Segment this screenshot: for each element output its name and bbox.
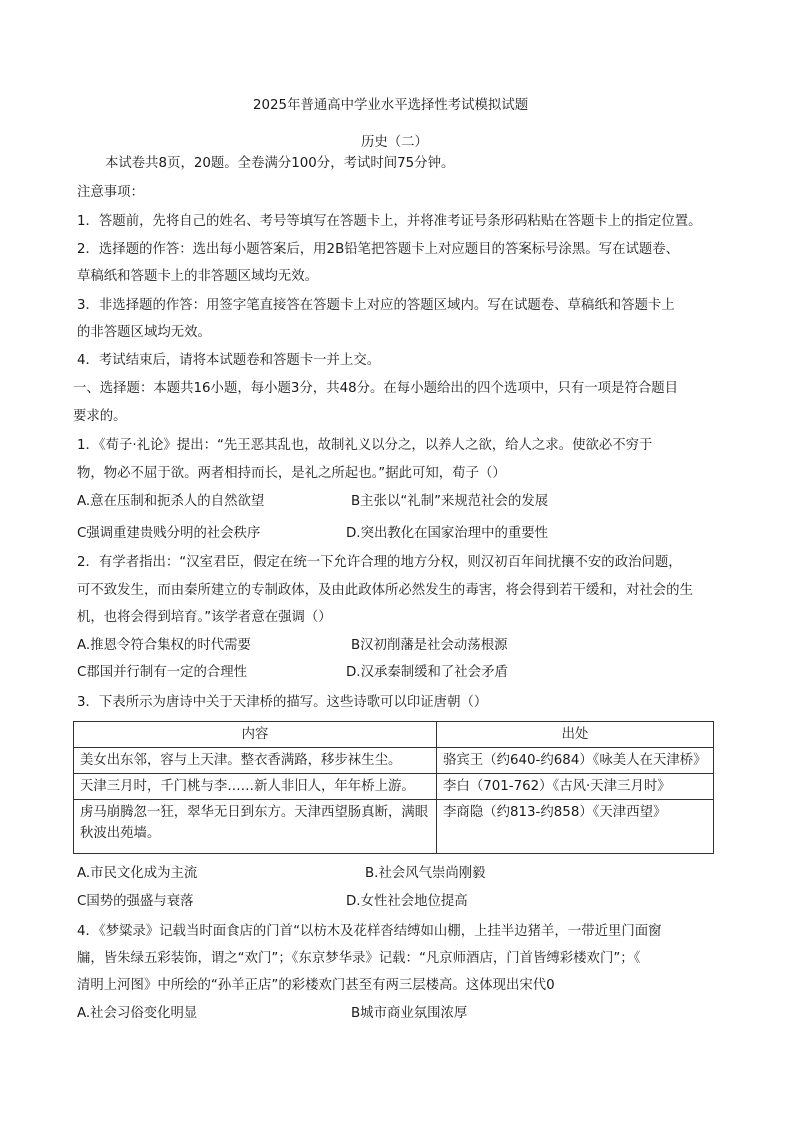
exam-title: 2025年普通高中学业水平选择性考试模拟试题 xyxy=(253,98,529,113)
q1-option-c: C强调重建贵贱分明的社会秩序 xyxy=(77,526,261,541)
q2-option-b: B汉初削藩是社会动荡根源 xyxy=(351,638,508,653)
q2-stem-cont: 可不致发生，而由秦所建立的专制政体，及由此政体所必然发生的毒害，将会得到若干缓和，对社会的生 xyxy=(77,583,693,598)
q4-stem-cont: 清明上河图》中所绘的“孙羊正店”的彩楼欢门甚至有两三层楼高。这体现出宋代0 xyxy=(77,978,555,993)
q3-stem: 3．下表所示为唐诗中关于天津桥的描写。这些诗歌可以印证唐朝（） xyxy=(77,695,488,710)
notice-item: 3．非选择题的作答：用签字笔直接答在答题卡上对应的答题区域内。写在试题卷、草稿纸和答题卡上 xyxy=(77,298,675,313)
notice-item: 4．考试结束后，请将本试题卷和答题卡一并上交。 xyxy=(77,353,381,368)
notice-item: 2．选择题的作答：选出每小题答案后，用2B铅笔把答题卡上对应题目的答案标号涂黑。写在试题卷、 xyxy=(77,242,680,257)
notice-heading: 注意事项： xyxy=(77,185,144,200)
q1-stem-cont: 物，物必不屈于欲。两者相持而长，是礼之所起也。”据此可知，荀子（） xyxy=(77,466,506,481)
q3-option-d: D.女性社会地位提高 xyxy=(346,894,468,909)
q3-option-c: C国势的强盛与衰落 xyxy=(77,894,194,909)
notice-item: 的非答题区域均无效。 xyxy=(77,325,211,340)
section-heading-cont: 要求的。 xyxy=(73,409,127,424)
q3-option-b: B.社会风气崇尚刚毅 xyxy=(365,866,486,881)
column-header-source: 出处 xyxy=(437,722,714,748)
table-header-row xyxy=(74,722,714,748)
q4-stem: 4．《梦粱录》记载当时面食店的门首“以枋木及花样沓结缚如山棚，上挂半边猪羊，一带近里门面窗 xyxy=(77,924,662,939)
exam-info: 本试卷共8页，20题。全卷满分100分，考试时间75分钟。 xyxy=(105,156,455,171)
q1-option-a: A.意在压制和扼杀人的自然欲望 xyxy=(77,494,265,509)
table-cell-source: 李商隐（约813-约858）《天津西望》 xyxy=(437,800,714,854)
table-row xyxy=(74,800,714,854)
table-cell-content: 虏马崩腾忽一狂，翠华无日到东方。天津西望肠真断，满眼秋波出苑墙。 xyxy=(74,800,437,854)
section-heading: 一、选择题：本题共16小题，每小题3分，共48分。在每小题给出的四个选项中，只有一项是符合题目 xyxy=(73,381,679,396)
notice-item: 1．答题前，先将自己的姓名、考号等填写在答题卡上，并将准考证号条形码粘贴在答题卡上的指定位置。 xyxy=(77,214,702,229)
q2-option-a: A.推恩令符合集权的时代需要 xyxy=(77,638,251,653)
q1-option-b: B主张以“礼制”来规范社会的发展 xyxy=(351,494,549,509)
table-row xyxy=(74,748,714,774)
q4-option-b: B城市商业氛围浓厚 xyxy=(351,1006,468,1021)
q2-stem: 2．有学者指出：“汉室君臣，假定在统一下允许合理的地方分权，则汉初百年间扰攘不安的政治问题， xyxy=(77,555,682,570)
q4-option-a: A.社会习俗变化明显 xyxy=(77,1006,198,1021)
column-header-content: 内容 xyxy=(74,722,437,748)
table-cell-source: 骆宾王（约640-约684）《咏美人在天津桥》 xyxy=(437,748,714,774)
q2-option-d: D.汉承秦制缓和了社会矛盾 xyxy=(346,665,508,680)
notice-item: 草稿纸和答题卡上的非答题区域均无效。 xyxy=(77,269,319,284)
exam-subtitle: 历史（二） xyxy=(361,135,428,150)
q2-stem-cont: 机，也将会得到培育。”该学者意在强调（） xyxy=(77,610,332,625)
q2-option-c: C郡国并行制有一定的合理性 xyxy=(77,665,248,680)
q1-stem: 1．《荀子·礼论》提出：“先王恶其乱也，故制礼义以分之，以养人之欲，给人之求。使欲必不穷于 xyxy=(77,438,653,453)
q4-stem-cont: 牖，皆朱绿五彩装饰，谓之“欢门”；《东京梦华录》记载：“凡京师酒店，门首皆缚彩楼欢门”；《 xyxy=(77,951,641,966)
q1-option-d: D.突出教化在国家治理中的重要性 xyxy=(346,526,549,541)
table-cell-content: 天津三月时，千门桃与李……新人非旧人，年年桥上游。 xyxy=(74,774,437,800)
table-row xyxy=(74,774,714,800)
q3-source-table xyxy=(73,721,714,854)
table-cell-source: 李白（701-762）《古风·天津三月时》 xyxy=(437,774,714,800)
q3-option-a: A.市民文化成为主流 xyxy=(77,866,198,881)
table-cell-content: 美女出东邻，容与上天津。整衣香满路，移步袜生尘。 xyxy=(74,748,437,774)
